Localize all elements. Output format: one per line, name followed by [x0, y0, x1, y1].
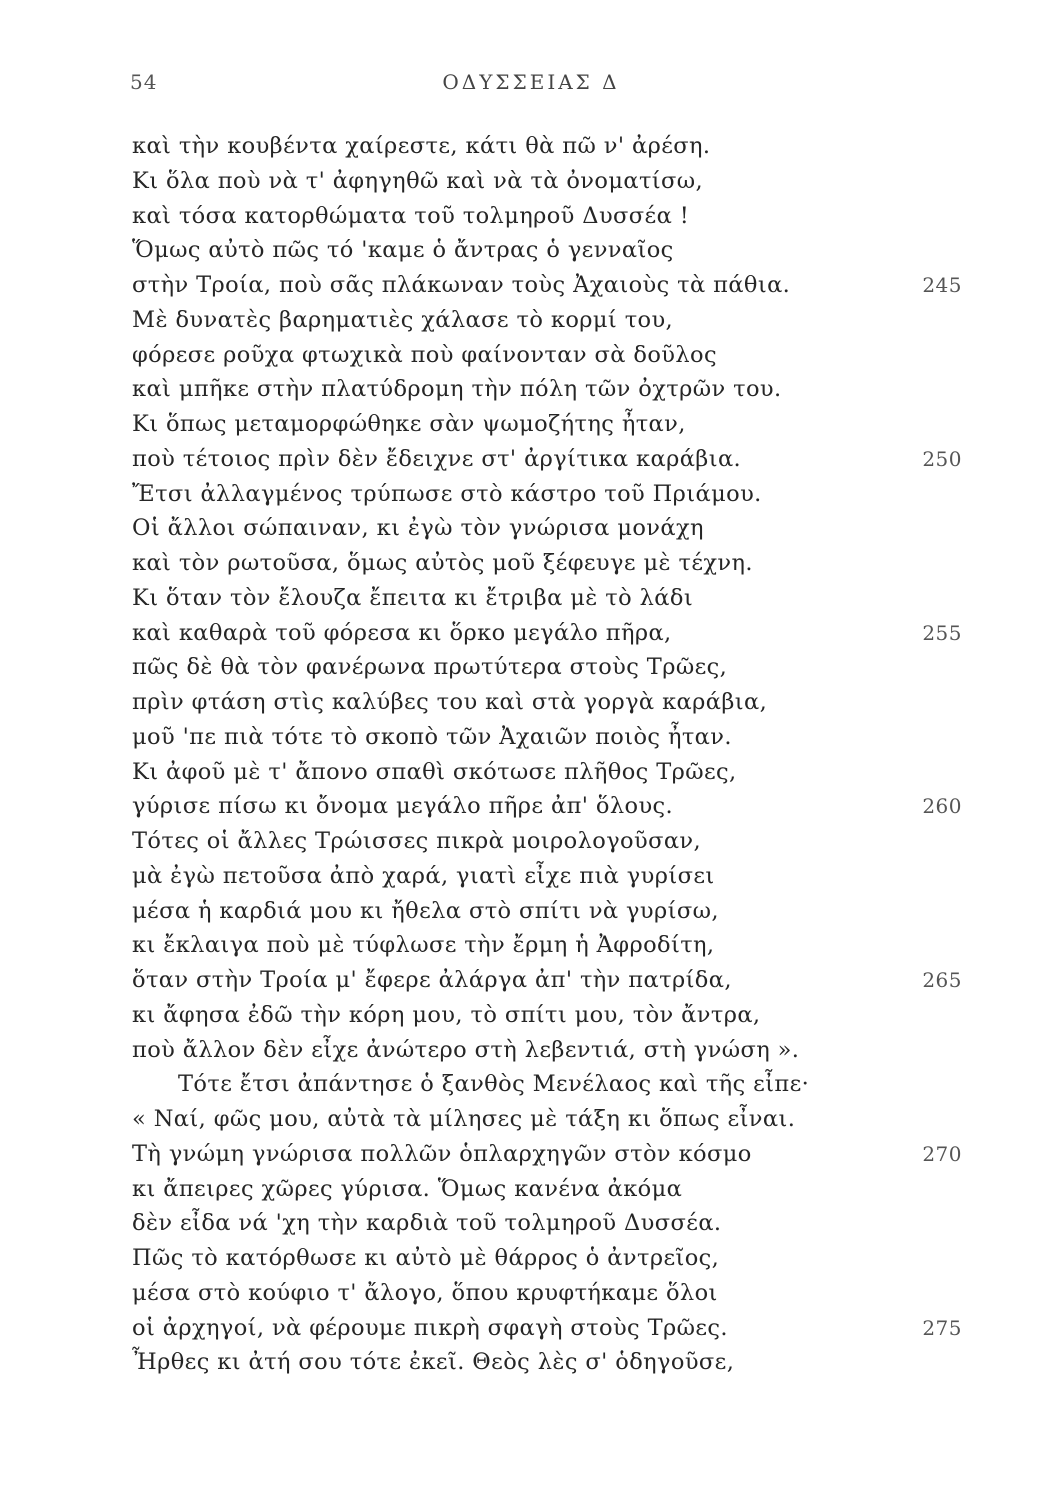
- verse-text: καὶ καθαρὰ τοῦ φόρεσα κι ὅρκο μεγάλο πῆρα,: [132, 619, 672, 646]
- verse-line: [0, 132, 1062, 167]
- verse-text: Ἦρθες κι ἀτή σου τότε ἐκεῖ. Θεὸς λὲς σ' ὁδηγοῦσε,: [132, 1349, 735, 1376]
- verse-line: [0, 1140, 1062, 1175]
- verse-number: 265: [922, 968, 962, 992]
- verse-text: Πῶς τὸ κατόρθωσε κι αὐτὸ μὲ θάρρος ὁ ἀντρεῖος,: [132, 1245, 720, 1271]
- running-title: ΟΔΥΣΣΕΙΑΣ Δ: [442, 70, 620, 94]
- verse-line: [0, 758, 1062, 793]
- verse-text: ποὺ τέτοιος πρὶν δὲν ἔδειχνε στ' ἀργίτικα καράβια.: [132, 445, 742, 472]
- verse-line: [0, 514, 1062, 549]
- verse-line: [0, 792, 1062, 827]
- verse-line: [0, 827, 1062, 862]
- verse-line: [0, 167, 1062, 202]
- verse-text: καὶ τὸν ρωτοῦσα, ὅμως αὐτὸς μοῦ ξέφευγε μὲ τέχνη.: [132, 550, 753, 576]
- verse-block: [0, 132, 1062, 1383]
- verse-text: Κι ὅλα ποὺ νὰ τ' ἀφηγηθῶ καὶ νὰ τὰ ὀνοματίσω,: [132, 167, 704, 194]
- verse-line: [0, 271, 1062, 306]
- verse-text: μέσα στὸ κούφιο τ' ἄλογο, ὅπου κρυφτήκαμε ὅλοι: [132, 1279, 718, 1306]
- verse-line: [0, 897, 1062, 932]
- verse-text: οἱ ἀρχηγοί, νὰ φέρουμε πικρὴ σφαγὴ στοὺς Τρῶες.: [132, 1314, 728, 1341]
- verse-text: πῶς δὲ θὰ τὸν φανέρωνα πρωτύτερα στοὺς Τρῶες,: [132, 654, 728, 681]
- verse-line: [0, 375, 1062, 410]
- verse-number: 255: [922, 620, 962, 645]
- verse-text: Μὲ δυνατὲς βαρηματιὲς χάλασε τὸ κορμί του,: [132, 306, 674, 333]
- page-number: 54: [130, 70, 158, 94]
- verse-line: [0, 445, 1062, 480]
- verse-line: [0, 653, 1062, 688]
- verse-line: [0, 584, 1062, 619]
- verse-text: Ἔτσι ἀλλαγμένος τρύπωσε στὸ κάστρο τοῦ Πριάμου.: [132, 480, 762, 507]
- verse-line: [0, 1314, 1062, 1349]
- verse-line: [0, 1279, 1062, 1314]
- verse-line: [0, 410, 1062, 445]
- verse-text: στὴν Τροία, ποὺ σᾶς πλάκωναν τοὺς Ἀχαιοὺς τὰ πάθια.: [132, 272, 791, 298]
- verse-text: καὶ τόσα κατορθώματα τοῦ τολμηροῦ Δυσσέα !: [132, 202, 690, 229]
- verse-number: 250: [922, 446, 962, 471]
- verse-line: [0, 723, 1062, 758]
- verse-line: [0, 1244, 1062, 1279]
- verse-text: Κι ὅπως μεταμορφώθηκε σὰν ψωμοζήτης ἦταν,: [132, 411, 686, 437]
- verse-text: κι ἄφησα ἐδῶ τὴν κόρη μου, τὸ σπίτι μου, τὸν ἄντρα,: [132, 1001, 761, 1028]
- verse-text: δὲν εἶδα νά 'χη τὴν καρδιὰ τοῦ τολμηροῦ Δυσσέα.: [132, 1210, 722, 1237]
- verse-text: ὅταν στὴν Τροία μ' ἔφερε ἀλάργα ἀπ' τὴν πατρίδα,: [132, 967, 732, 993]
- verse-line: [0, 341, 1062, 376]
- verse-line: [0, 480, 1062, 515]
- verse-line: [0, 862, 1062, 897]
- verse-text: πρὶν φτάση στὶς καλύβες του καὶ στὰ γοργὰ καράβια,: [132, 689, 768, 715]
- verse-line: [0, 1105, 1062, 1140]
- verse-text: μοῦ 'πε πιὰ τότε τὸ σκοπὸ τῶν Ἀχαιῶν ποιὸς ἦταν.: [132, 723, 732, 750]
- verse-text: Κι ἀφοῦ μὲ τ' ἄπονο σπαθὶ σκότωσε πλῆθος Τρῶες,: [132, 758, 737, 785]
- verse-line: [0, 1070, 1062, 1105]
- verse-line: [0, 1175, 1062, 1210]
- verse-line: [0, 966, 1062, 1001]
- verse-line: [0, 1036, 1062, 1071]
- verse-text: Οἱ ἄλλοι σώπαιναν, κι ἐγὼ τὸν γνώρισα μονάχη: [132, 515, 704, 542]
- verse-text: Τότες οἱ ἄλλες Τρώισσες πικρὰ μοιρολογοῦσαν,: [132, 828, 702, 854]
- verse-line: [0, 931, 1062, 966]
- verse-text: καὶ μπῆκε στὴν πλατύδρομη τὴν πόλη τῶν ὀχτρῶν του.: [132, 376, 782, 403]
- verse-number: 260: [922, 794, 962, 819]
- verse-text: Ὅμως αὐτὸ πῶς τό 'καμε ὁ ἄντρας ὁ γενναῖος: [132, 237, 674, 264]
- verse-number: 270: [922, 1141, 962, 1166]
- verse-text: κι ἔκλαιγα ποὺ μὲ τύφλωσε τὴν ἔρμη ἡ Ἀφροδίτη,: [132, 932, 715, 959]
- verse-line: [0, 549, 1062, 584]
- verse-number: 275: [922, 1315, 962, 1340]
- verse-text: μέσα ἡ καρδιά μου κι ἤθελα στὸ σπίτι νὰ γυρίσω,: [132, 897, 719, 924]
- verse-text: Τὴ γνώμη γνώρισα πολλῶν ὁπλαρχηγῶν στὸν κόσμο: [132, 1140, 752, 1167]
- verse-text: μὰ ἐγὼ πετοῦσα ἀπὸ χαρά, γιατὶ εἶχε πιὰ γυρίσει: [132, 862, 715, 889]
- verse-line: [0, 1209, 1062, 1244]
- verse-line: [0, 619, 1062, 654]
- verse-text: « Ναί, φῶς μου, αὐτὰ τὰ μίλησες μὲ τάξη κι ὅπως εἶναι.: [132, 1106, 796, 1132]
- verse-text: γύρισε πίσω κι ὄνομα μεγάλο πῆρε ἀπ' ὅλους.: [132, 793, 674, 820]
- verse-line: [0, 1348, 1062, 1383]
- verse-text: φόρεσε ροῦχα φτωχικὰ ποὺ φαίνονταν σὰ δοῦλος: [132, 341, 717, 368]
- verse-text: κι ἄπειρες χῶρες γύρισα. Ὅμως κανένα ἀκόμα: [132, 1175, 683, 1202]
- verse-line: [0, 688, 1062, 723]
- verse-number: 245: [922, 273, 962, 297]
- verse-text: Κι ὅταν τὸν ἔλουζα ἔπειτα κι ἔτριβα μὲ τὸ λάδι: [132, 584, 694, 611]
- verse-line: [0, 236, 1062, 271]
- verse-line: [0, 306, 1062, 341]
- verse-line: [0, 1001, 1062, 1036]
- page-header: [0, 70, 1062, 100]
- verse-line: [0, 202, 1062, 237]
- verse-text: ποὺ ἄλλον δὲν εἶχε ἀνώτερο στὴ λεβεντιά, στὴ γνώση ».: [132, 1036, 800, 1063]
- verse-text: καὶ τὴν κουβέντα χαίρεστε, κάτι θὰ πῶ ν' ἀρέση.: [132, 133, 711, 159]
- verse-text: Τότε ἔτσι ἀπάντησε ὁ ξανθὸς Μενέλαος καὶ τῆς εἶπε·: [178, 1071, 810, 1098]
